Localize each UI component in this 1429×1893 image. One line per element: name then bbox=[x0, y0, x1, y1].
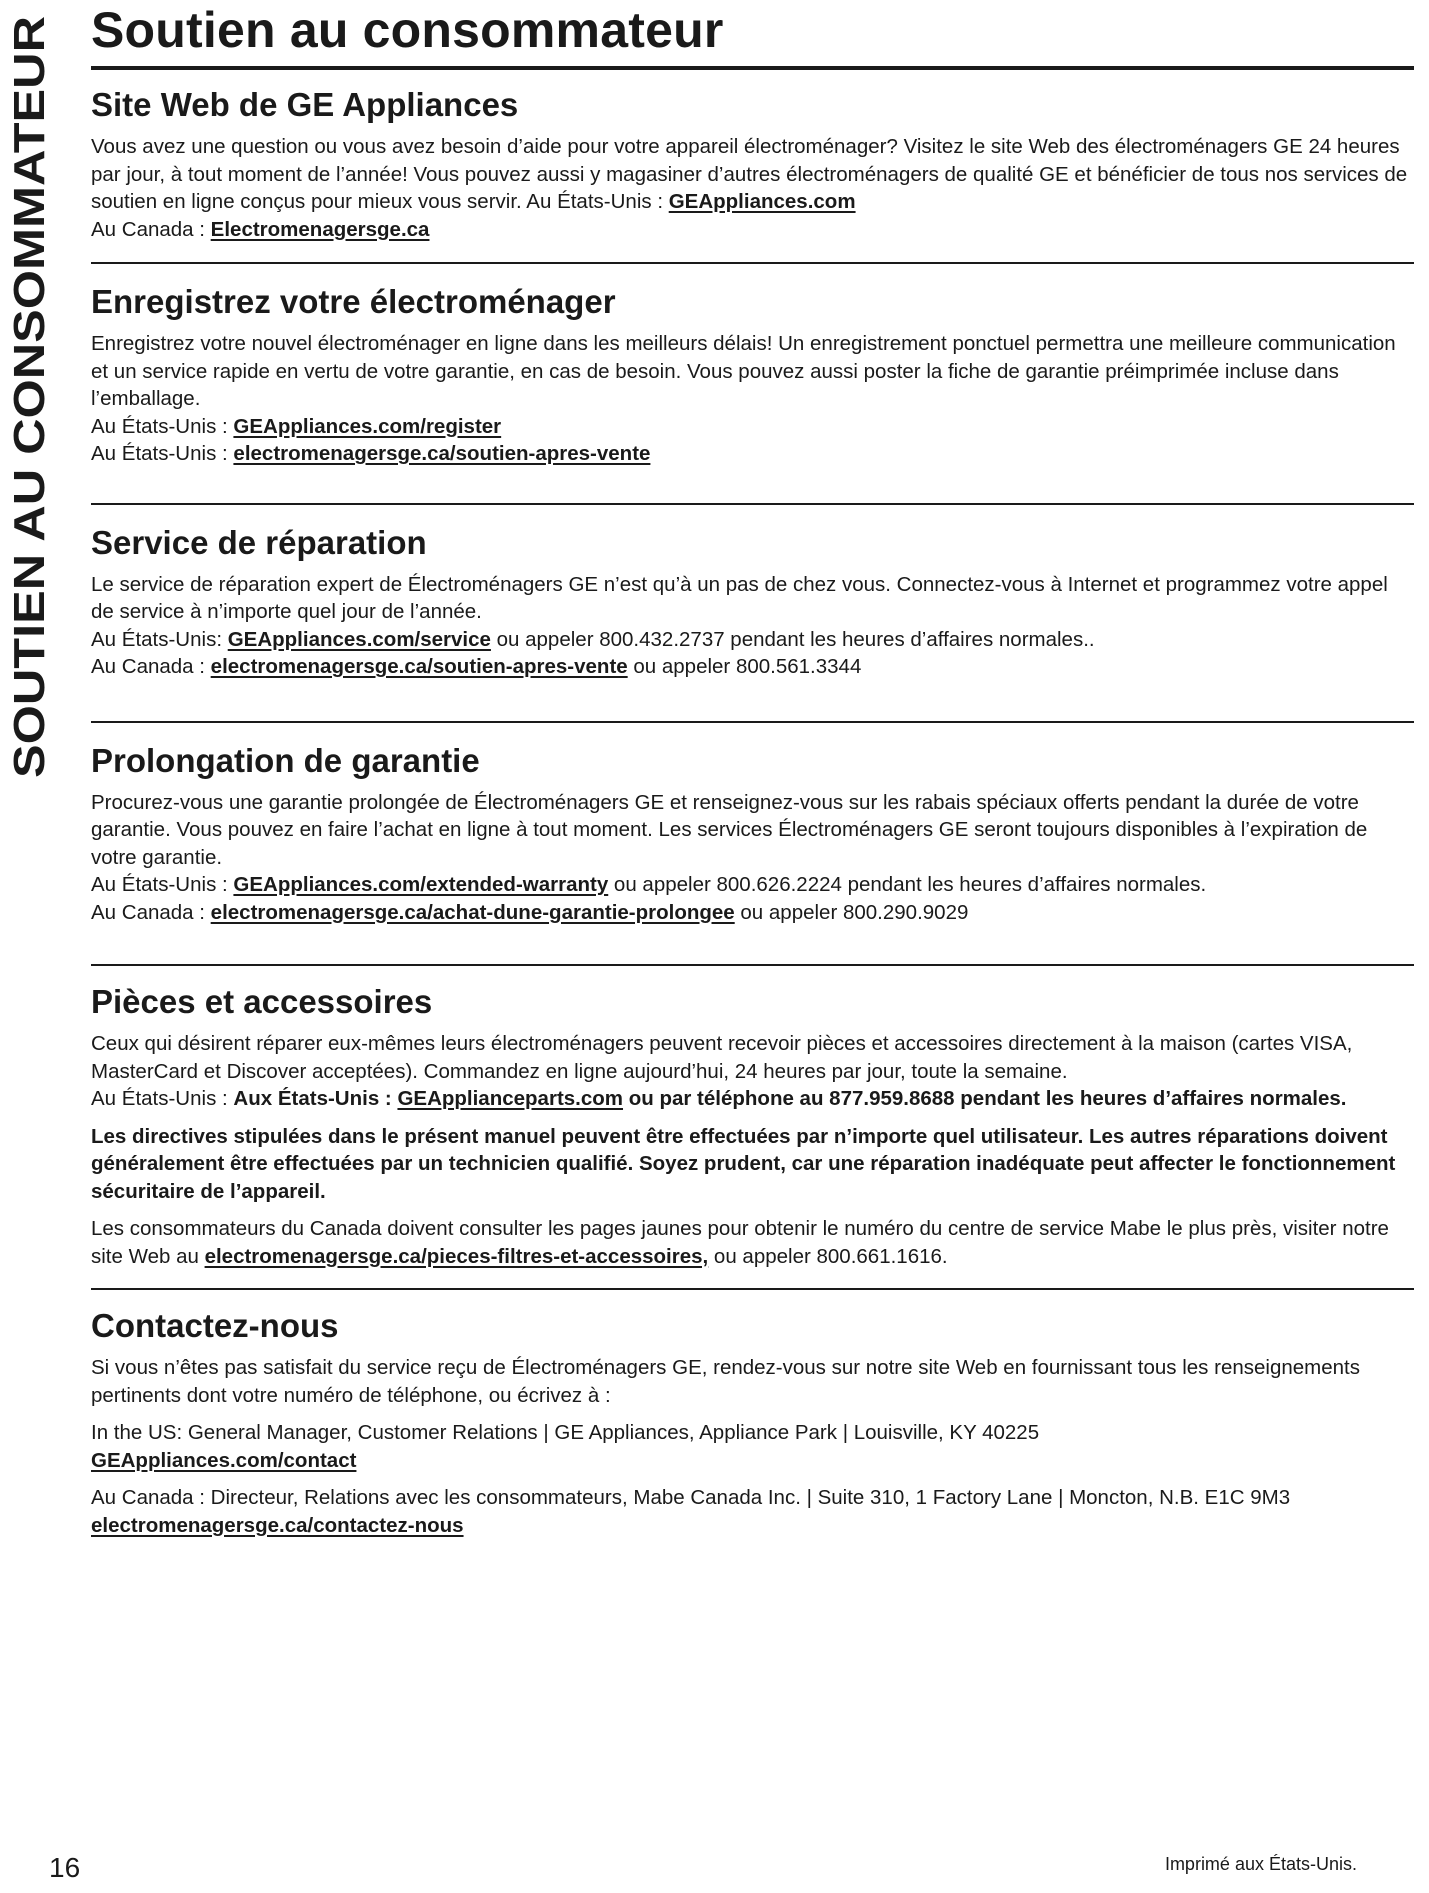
ca-label: Au États-Unis : bbox=[91, 442, 234, 465]
section-body: Si vous n’êtes pas satisfait du service reçu de Électroménagers GE, rendez-vous sur notre site Web en fournissant tous les renseignements pertinents dont votre numéro de téléphone, ou écrivez à : bbox=[91, 1356, 1360, 1407]
us-line bbox=[91, 871, 1414, 899]
link-geappliances[interactable]: GEAppliances.com bbox=[668, 190, 856, 213]
ca-text: Les consommateurs du Canada doivent consulter les pages jaunes pour obtenir le numéro du centre de service Mabe le plus près, visiter notre site Web au bbox=[91, 1217, 1389, 1268]
us-label: Au États-Unis : bbox=[91, 873, 234, 896]
ca-label: Au Canada : bbox=[91, 655, 211, 678]
link-soutien-apres-vente[interactable]: electromenagersge.ca/soutien-apres-vente bbox=[233, 442, 651, 465]
printed-note: Imprimé aux États-Unis. bbox=[1164, 1854, 1357, 1874]
section-heading: Pièces et accessoires bbox=[91, 983, 433, 1020]
ca-label: Au Canada : bbox=[91, 900, 211, 924]
section-divider bbox=[91, 964, 1414, 966]
section-parts-accessories bbox=[91, 982, 1414, 1270]
section-ge-website bbox=[91, 85, 1414, 243]
us-line bbox=[91, 1085, 1414, 1113]
section-divider bbox=[91, 262, 1414, 264]
section-body bbox=[91, 133, 1414, 243]
page-title: Soutien au consommateur bbox=[91, 2, 724, 58]
us-phone-text: ou par téléphone au 877.959.8688 pendant les heures d’affaires normales. bbox=[623, 1087, 1347, 1110]
us-line bbox=[91, 413, 1414, 441]
page-number: 16 bbox=[49, 1852, 81, 1883]
body-text: Enregistrez votre nouvel électroménager en ligne dans les meilleurs délais! Un enregistrement ponctuel permettra une meilleure communication et un service rapide en vertu de votre garantie, en cas de besoin. Vous pouvez aussi poster la fiche de garantie préimprimée incluse dans l’emballage. bbox=[91, 332, 1396, 410]
ca-line bbox=[91, 899, 1414, 927]
side-tab-text: SOUTIEN AU CONSOMMATEUR bbox=[5, 113, 54, 778]
ca-contact bbox=[91, 1484, 1414, 1539]
section-heading: Service de réparation bbox=[91, 523, 427, 561]
section-heading: Site Web de GE Appliances bbox=[91, 86, 519, 123]
link-contactez-nous[interactable]: electromenagersge.ca/contactez-nous bbox=[91, 1513, 464, 1537]
link-garantie-prolongee[interactable]: electromenagersge.ca/achat-dune-garantie-prolongee bbox=[210, 900, 735, 924]
section-divider bbox=[91, 1288, 1414, 1290]
link-extended-warranty[interactable]: GEAppliances.com/extended-warranty bbox=[233, 873, 609, 896]
body-text: Ceux qui désirent réparer eux-mêmes leurs électroménagers peuvent recevoir pièces et accessoires directement à la maison (cartes VISA, MasterCard et Discover acceptées). Commandez en ligne aujourd’hui, 24 heures par jour, toute la semaine. bbox=[91, 1032, 1353, 1083]
ca-line bbox=[91, 653, 1414, 681]
ca-phone-text: ou appeler 800.661.1616. bbox=[708, 1244, 948, 1268]
link-soutien-apres-vente-ca[interactable]: electromenagersge.ca/soutien-apres-vente bbox=[210, 655, 628, 678]
link-electromenagersge[interactable]: Electromenagersge.ca bbox=[210, 217, 430, 241]
section-repair-service bbox=[91, 523, 1414, 681]
us-line bbox=[91, 626, 1414, 654]
us-label: Au États-Unis: bbox=[91, 627, 228, 651]
canada-parts-text bbox=[91, 1215, 1414, 1270]
section-body bbox=[91, 571, 1414, 681]
section-register bbox=[91, 282, 1414, 468]
section-heading: Contactez-nous bbox=[91, 1307, 339, 1344]
section-body bbox=[91, 1030, 1414, 1113]
canada-label: Au Canada : bbox=[91, 217, 211, 241]
ca-line bbox=[91, 440, 1414, 468]
link-contact-us[interactable]: GEAppliances.com/contact bbox=[91, 1448, 357, 1472]
us-label: Au États-Unis : bbox=[91, 414, 234, 438]
section-divider bbox=[91, 721, 1414, 723]
link-geapplianceparts[interactable]: GEApplianceparts.com bbox=[397, 1087, 624, 1110]
body-text: Le service de réparation expert de Électroménagers GE n’est qu’à un pas de chez vous. Connectez-vous à Internet et programmez votre appel de service à n’importe quel jour de l’année. bbox=[91, 572, 1388, 623]
us-phone-text: ou appeler 800.626.2224 pendant les heures d’affaires normales. bbox=[608, 873, 1207, 896]
section-divider bbox=[91, 503, 1414, 505]
ca-phone-text: ou appeler 800.561.3344 bbox=[627, 655, 862, 678]
main-content bbox=[91, 0, 1414, 1539]
body-text: Procurez-vous une garantie prolongée de Électroménagers GE et renseignez-vous sur les rabais spéciaux offerts pendant la durée de votre garantie. Vous pouvez en faire l’achat en ligne à tout moment. Les services Électroménagers GE seront toujours disponibles à l’expiration de votre garantie. bbox=[91, 790, 1368, 869]
link-pieces-filtres[interactable]: electromenagersge.ca/pieces-filtres-et-accessoires, bbox=[204, 1244, 709, 1268]
section-heading: Enregistrez votre électroménager bbox=[91, 283, 616, 320]
section-body bbox=[91, 789, 1414, 927]
us-bold-label: Aux États-Unis : bbox=[233, 1087, 398, 1110]
us-contact bbox=[91, 1419, 1414, 1474]
section-heading: Prolongation de garantie bbox=[91, 741, 480, 779]
us-label: Au États-Unis : bbox=[91, 1087, 234, 1110]
link-register[interactable]: GEAppliances.com/register bbox=[233, 414, 502, 438]
us-phone-text: ou appeler 800.432.2737 pendant les heures d’affaires normales.. bbox=[490, 627, 1095, 651]
body-text: Vous avez une question ou vous avez besoin d’aide pour votre appareil électroménager? Visitez le site Web des électroménagers GE 24 heures par jour, à tout moment de l’année! Vous pouvez aussi y magasiner d’autres électroménagers de qualité GE et bénéficier de tous nos services de soutien en ligne conçus pour mieux vous servir. Au États-Unis : bbox=[91, 135, 1408, 213]
ca-address: Au Canada : Directeur, Relations avec les consommateurs, Mabe Canada Inc. | Suite 310, 1 Factory Lane | Moncton, N.B. E1C 9M3 bbox=[91, 1486, 1291, 1509]
side-tab-label bbox=[4, 8, 54, 778]
section-body bbox=[91, 330, 1414, 468]
safety-warning: Les directives stipulées dans le présent manuel peuvent être effectuées par n’importe quel utilisateur. Les autres réparations doivent généralement être effectuées par un technicien qualifié. Soyez prudent, car une réparation inadéquate peut affecter le fonctionnement sécuritaire de l’appareil. bbox=[91, 1124, 1396, 1203]
title-divider bbox=[91, 66, 1414, 70]
us-address: In the US: General Manager, Customer Relations | GE Appliances, Appliance Park | Louisville, KY 40225 bbox=[91, 1421, 1040, 1444]
section-extended-warranty bbox=[91, 741, 1414, 927]
canada-line bbox=[91, 216, 1414, 244]
section-contact bbox=[91, 1306, 1414, 1539]
ca-phone-text: ou appeler 800.290.9029 bbox=[734, 900, 969, 924]
link-service[interactable]: GEAppliances.com/service bbox=[227, 627, 491, 651]
